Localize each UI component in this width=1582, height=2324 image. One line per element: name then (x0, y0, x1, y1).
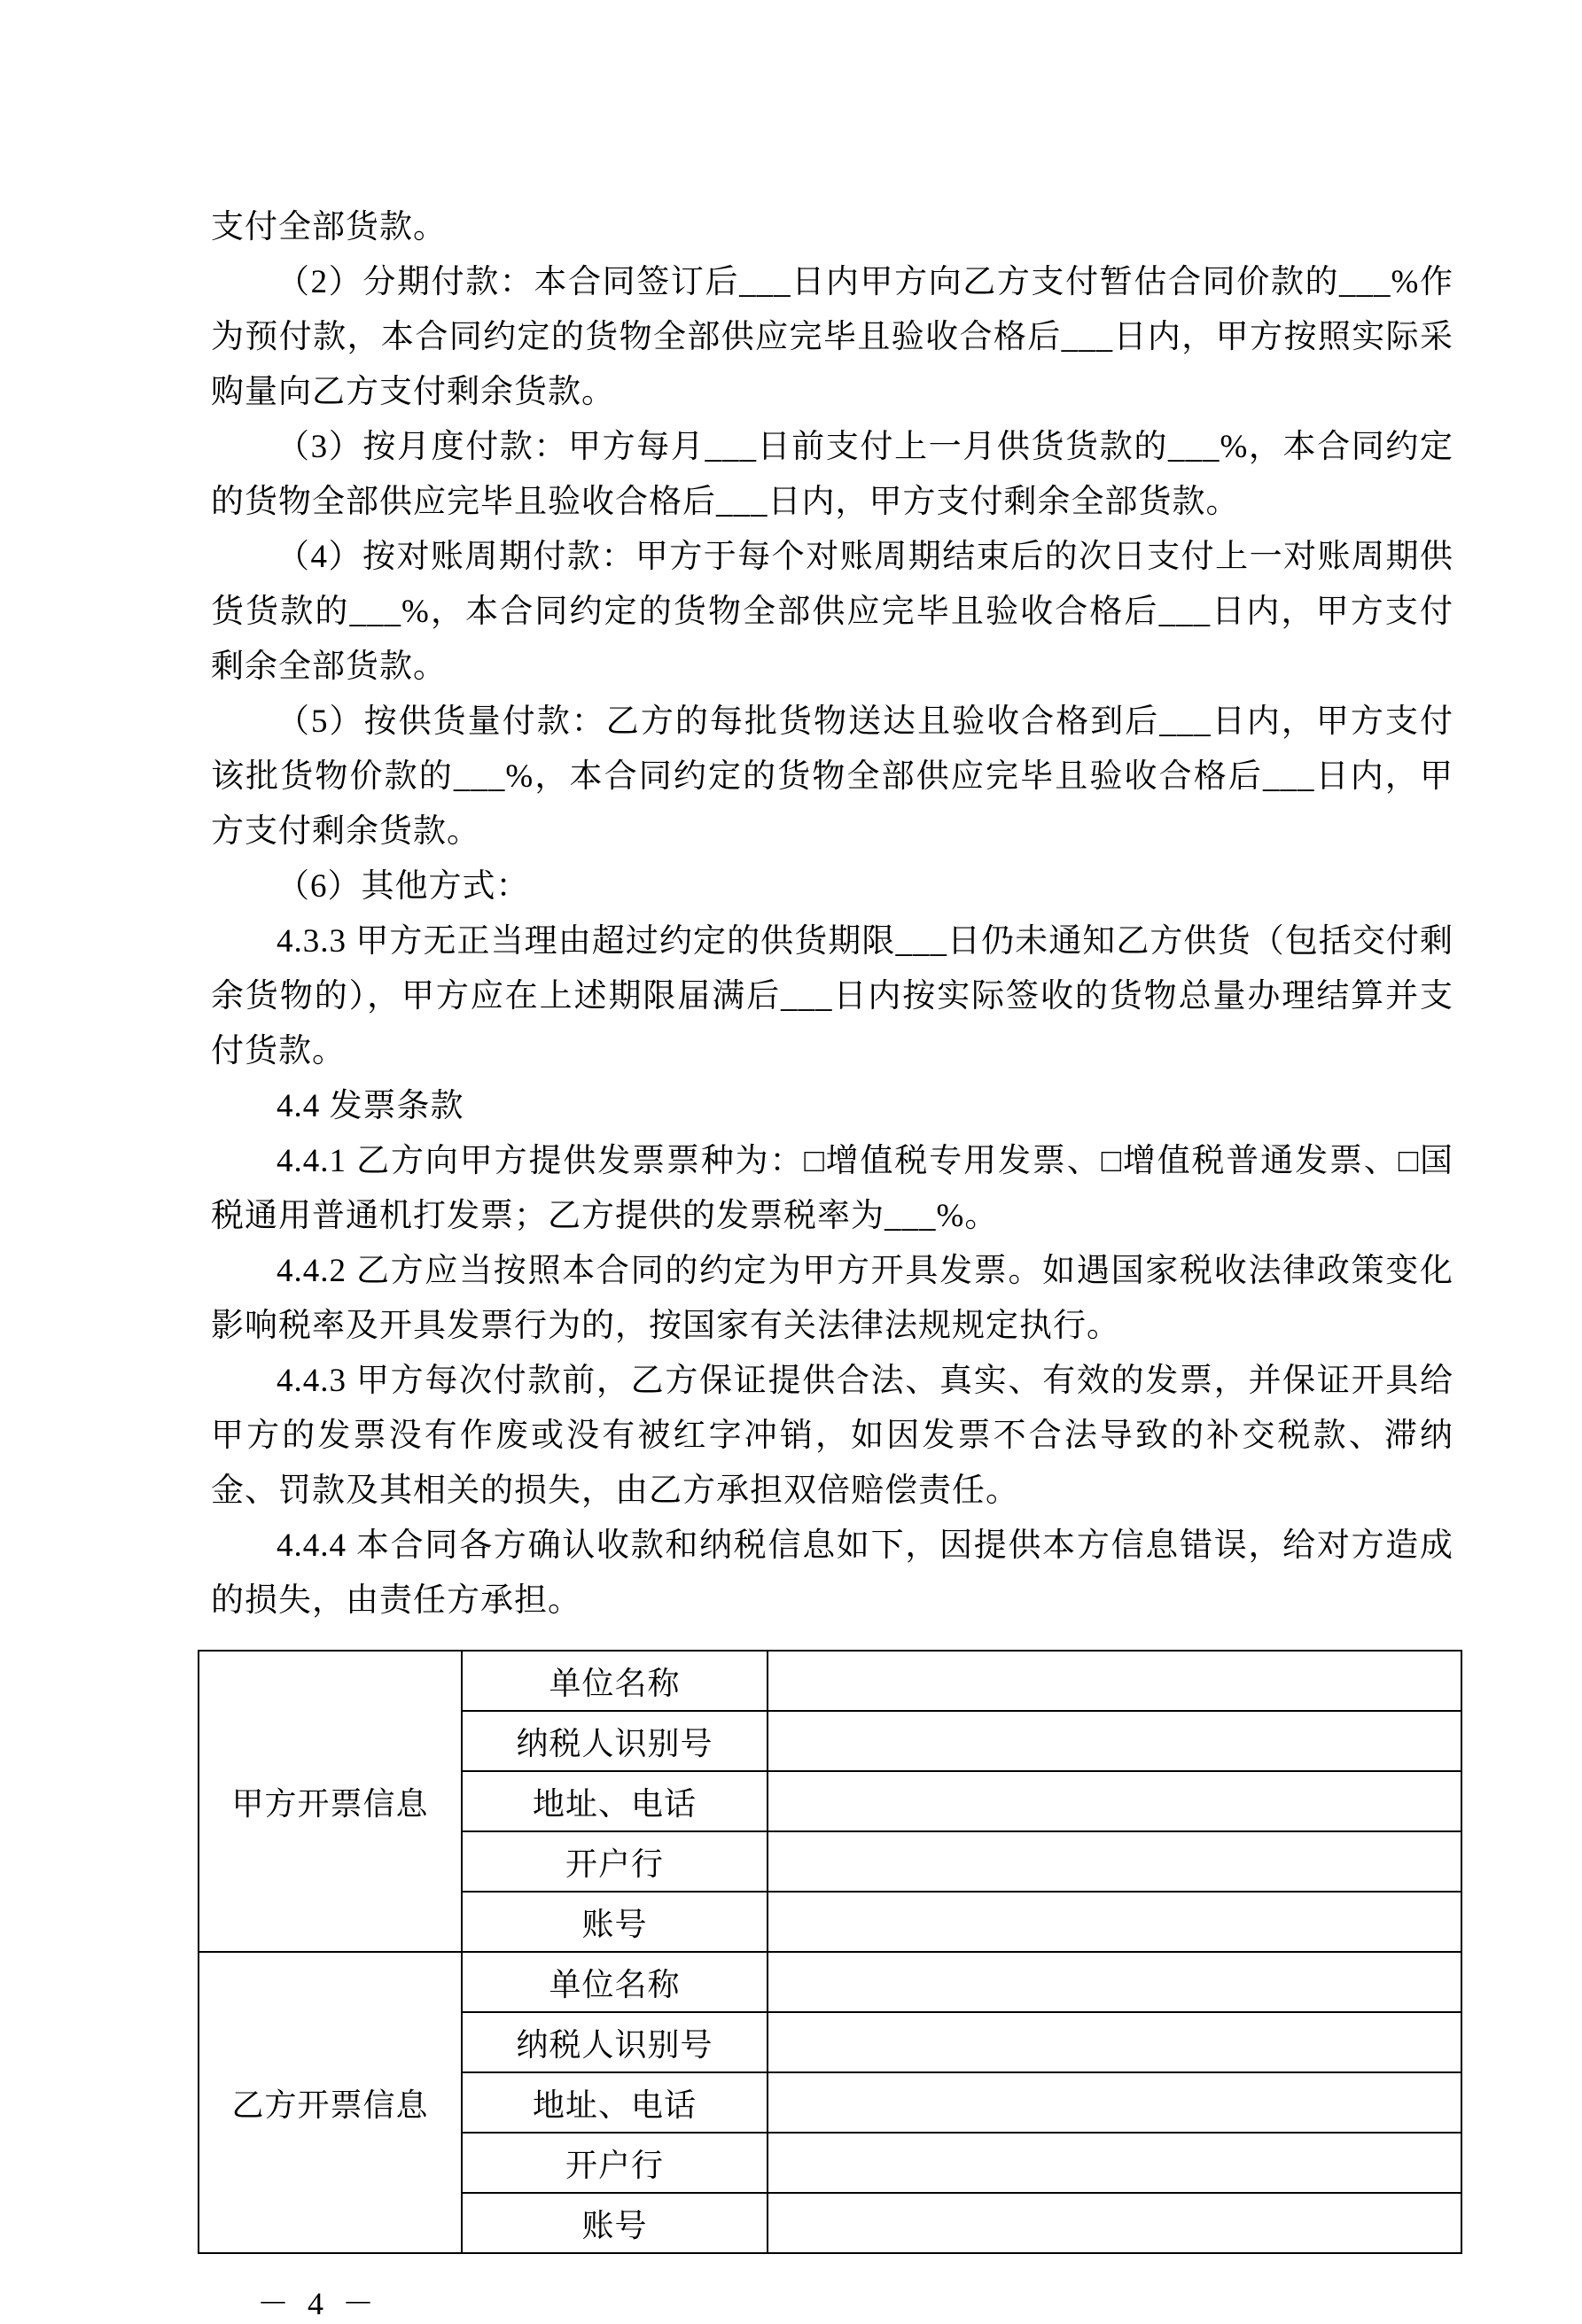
para-payment-continuation: 支付全部货款。 (211, 209, 447, 245)
para-option-4-reconciliation-cycle: （4）按对账周期付款：甲方于每个对账周期结束后的次日支付上一对账周期供货货款的___%，本合同约定的货物全部供应完毕且验收合格后___日内，甲方支付剩余全部货款。 (211, 539, 1453, 685)
para-clause-4-4-4: 4.4.4 本合同各方确认收款和纳税信息如下，因提供本方信息错误，给对方造成的损失，由责任方承担。 (211, 1527, 1453, 1619)
invoice-field-label: 地址、电话 (462, 2072, 768, 2133)
invoice-field-label: 地址、电话 (462, 1771, 768, 1831)
invoice-field-label: 开户行 (462, 1831, 768, 1892)
para-clause-4-3-3: 4.3.3 甲方无正当理由超过约定的供货期限___日仍未通知乙方供货（包括交付剩余货物的），甲方应在上述期限届满后___日内按实际签收的货物总量办理结算并支付货款。 (211, 923, 1453, 1069)
invoice-field-label: 账号 (462, 2193, 768, 2253)
invoice-field-value (768, 2133, 1461, 2193)
invoice-field-label: 开户行 (462, 2133, 768, 2193)
invoice-field-value (768, 1651, 1461, 1711)
invoice-field-value (768, 2193, 1461, 2253)
invoice-field-value (768, 1892, 1461, 1952)
invoice-field-label: 纳税人识别号 (462, 1711, 768, 1771)
invoice-field-label: 账号 (462, 1892, 768, 1952)
para-clause-4-4-2: 4.4.2 乙方应当按照本合同的约定为甲方开具发票。如遇国家税收法律政策变化影响税率及开具发票行为的，按国家有关法律法规规定执行。 (211, 1253, 1453, 1344)
para-clause-4-4-1-invoice-types: 4.4.1 乙方向甲方提供发票票种为：□增值税专用发票、□增值税普通发票、□国税通用普通机打发票；乙方提供的发票税率为___%。 (211, 1143, 1453, 1234)
para-option-5-by-supply-volume: （5）按供货量付款：乙方的每批货物送达且验收合格到后___日内，甲方支付该批货物价款的___%，本合同约定的货物全部供应完毕且验收合格后___日内，甲方支付剩余货款。 (211, 703, 1453, 850)
heading-clause-4-4-invoice-terms: 4.4 发票条款 (277, 1088, 464, 1124)
invoice-field-value (768, 1771, 1461, 1831)
para-clause-4-4-3: 4.4.3 甲方每次付款前，乙方保证提供合法、真实、有效的发票，并保证开具给甲方的发票没有作废或没有被红字冲销，如因发票不合法导致的补交税款、滞纳金、罚款及其相关的损失，由乙方承担双倍赔偿责任。 (211, 1363, 1453, 1509)
invoice-field-label: 纳税人识别号 (462, 2012, 768, 2072)
contract-body (211, 200, 1453, 2324)
invoice-row (199, 1952, 1461, 2012)
invoice-field-label: 单位名称 (462, 1651, 768, 1711)
party-a-invoice-label: 甲方开票信息 (199, 1651, 462, 1952)
invoice-field-label: 单位名称 (462, 1952, 768, 2012)
para-option-2-installment: （2）分期付款：本合同签订后___日内甲方向乙方支付暂估合同价款的___%作为预付款，本合同约定的货物全部供应完毕且验收合格后___日内，甲方按照实际采购量向乙方支付剩余货款。 (211, 264, 1453, 410)
para-option-6-other: （6）其他方式： (277, 868, 530, 905)
invoice-field-value (768, 1831, 1461, 1892)
invoice-field-value (768, 2072, 1461, 2133)
invoice-info-table (198, 1650, 1462, 2254)
invoice-field-value (768, 1952, 1461, 2012)
invoice-field-value (768, 1711, 1461, 1771)
invoice-row (199, 1651, 1461, 1711)
party-b-invoice-label: 乙方开票信息 (199, 1952, 462, 2253)
invoice-field-value (768, 2012, 1461, 2072)
para-option-3-monthly: （3）按月度付款：甲方每月___日前支付上一月供货货款的___%，本合同约定的货物全部供应完毕且验收合格后___日内，甲方支付剩余全部货款。 (211, 429, 1453, 520)
page-number: － 4 － (257, 2286, 380, 2321)
